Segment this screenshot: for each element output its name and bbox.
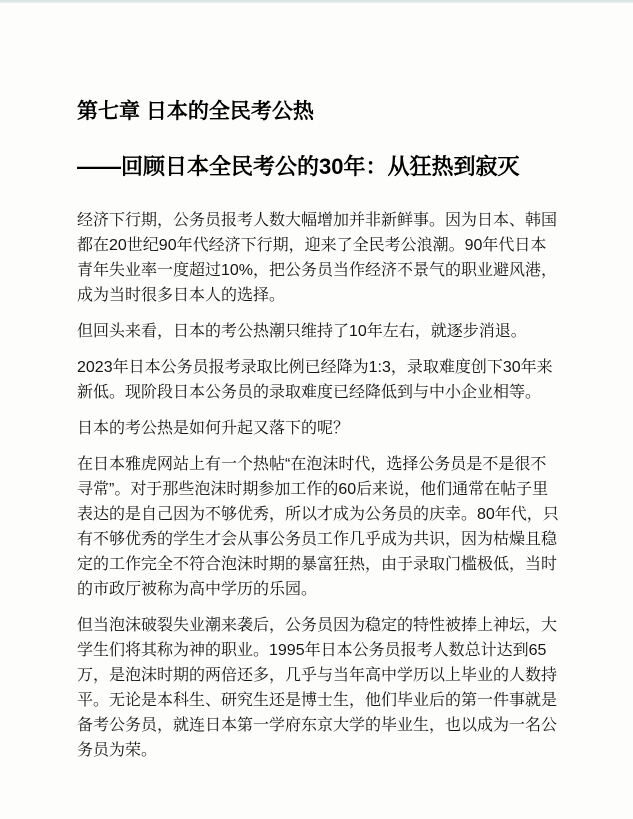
paragraph: 日本的考公热是如何升起又落下的呢？ <box>77 419 350 437</box>
paragraph: 2023年日本公务员报考录取比例已经降为1:3，录取难度创下30年来新低。现阶段日本公务员的录取难度已经降低到与中小企业相等。 <box>77 358 553 401</box>
article-body <box>77 208 559 763</box>
window-top-edge <box>0 0 633 3</box>
paragraph: 但回头来看，日本的考公热潮只维持了10年左右，就逐步消退。 <box>77 322 527 340</box>
chapter-title: 第七章 日本的全民考公热 <box>77 100 314 123</box>
paragraph: 但当泡沫破裂失业潮来袭后，公务员因为稳定的特性被捧上神坛，大学生们将其称为神的职业。1995年日本公务员报考人数总计达到65万，是泡沫时期的两倍还多，几乎与当年高中学历以上毕业的人数持平。无论是本科生、研究生还是博士生，他们毕业后的第一件事就是备考公务员，就连日本第一学府东京大学的毕业生，也以成为一名公务员为荣。 <box>77 616 558 759</box>
paragraph: 经济下行期，公务员报考人数大幅增加并非新鲜事。因为日本、韩国都在20世纪90年代经济下行期，迎来了全民考公浪潮。90年代日本青年失业率一度超过10%，把公务员当作经济不景气的职业避风港，成为当时很多日本人的选择。 <box>77 211 558 304</box>
paragraph: 在日本雅虎网站上有一个热帖“在泡沫时代，选择公务员是不是很不寻常”。对于那些泡沫时期参加工作的60后来说，他们通常在帖子里表达的是自己因为不够优秀，所以才成为公务员的庆幸。80年代，只有不够优秀的学生才会从事公务员工作几乎成为共识，因为枯燥且稳定的工作完全不符合泡沫时期的暴富狂热，由于录取门槛极低，当时的市政厅被称为高中学历的乐园。 <box>77 455 559 598</box>
chapter-subtitle: ——回顾日本全民考公的30年：从狂热到寂灭 <box>77 154 520 180</box>
